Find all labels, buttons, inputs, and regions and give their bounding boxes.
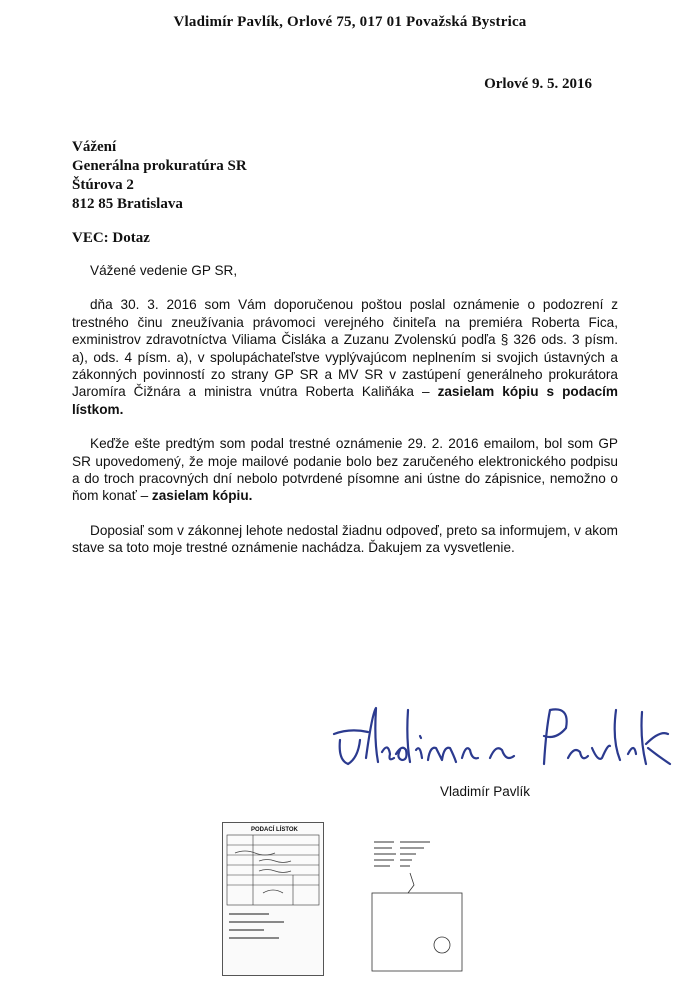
subject-line: VEC: Dotaz bbox=[72, 230, 150, 246]
greeting: Vážené vedenie GP SR, bbox=[90, 263, 238, 278]
signer-name: Vladimír Pavlík bbox=[440, 784, 531, 799]
paragraph-2 bbox=[72, 435, 618, 505]
letter-body bbox=[72, 262, 618, 574]
paragraph-3: Doposiaľ som v zákonnej lehote nedostal žiadnu odpoveď, preto sa informujem, v akom stave sa toto moje trestné oznámenie nachádza. Ďakujem za vysvetlenie. bbox=[72, 522, 618, 556]
paragraph-1 bbox=[72, 296, 618, 418]
paragraph-2-bold: zasielam kópiu. bbox=[151, 488, 253, 504]
receipt-scan-image bbox=[223, 823, 323, 975]
attachment-title: PODACÍ LÍSTOK bbox=[251, 827, 298, 833]
paragraph-1-text: dňa 30. 3. 2016 som Vám doporučenou poštou poslal oznámenie o podozrení z trestného činu zneužívania právomoci verejného činiteľa na premiéra Roberta Fica, exministrov zdravotníctva Viliama Čisláka a Zuzanu Zvolenskú podľa § 326 ods. 3 písm. a), ods. 4 písm. a), v spolupáchateľstve vyplývajúcom neplnením si svojich ústavných a zákonných povinností zo strany GP SR a MV SR v zastúpení generálneho prokurátora Jaromíra Čižnára a ministra vnútra Roberta Kaliňáka – bbox=[72, 297, 618, 400]
letter-date: Orlové 9. 5. 2016 bbox=[484, 76, 592, 92]
recipient-address bbox=[72, 138, 247, 214]
recipient-city: 812 85 Bratislava bbox=[72, 196, 183, 212]
recipient-street: Štúrova 2 bbox=[72, 177, 134, 193]
attachment-receipt-back bbox=[370, 833, 465, 973]
receipt-back-scan-image bbox=[370, 833, 465, 973]
salutation: Vážení bbox=[72, 139, 117, 155]
paragraph-1-bold: zasielam kópiu s podacím lístkom. bbox=[72, 384, 618, 417]
letterhead: Vladimír Pavlík, Orlové 75, 017 01 Považská Bystrica bbox=[173, 14, 527, 30]
recipient-name: Generálna prokuratúra SR bbox=[72, 158, 247, 174]
attachment-podaci-listok bbox=[222, 822, 324, 976]
paragraph-2-text: Keďže ešte predtým som podal trestné oznámenie 29. 2. 2016 emailom, bol som GP SR upovedomený, že moje mailové podanie bolo bez zaručeného elektronického podpisu a do troch pracovných dní nebolo potvrdené písomne ani ústne do zápisnice, nemožno o ňom konať – bbox=[72, 436, 618, 504]
handwritten-signature bbox=[330, 700, 675, 785]
